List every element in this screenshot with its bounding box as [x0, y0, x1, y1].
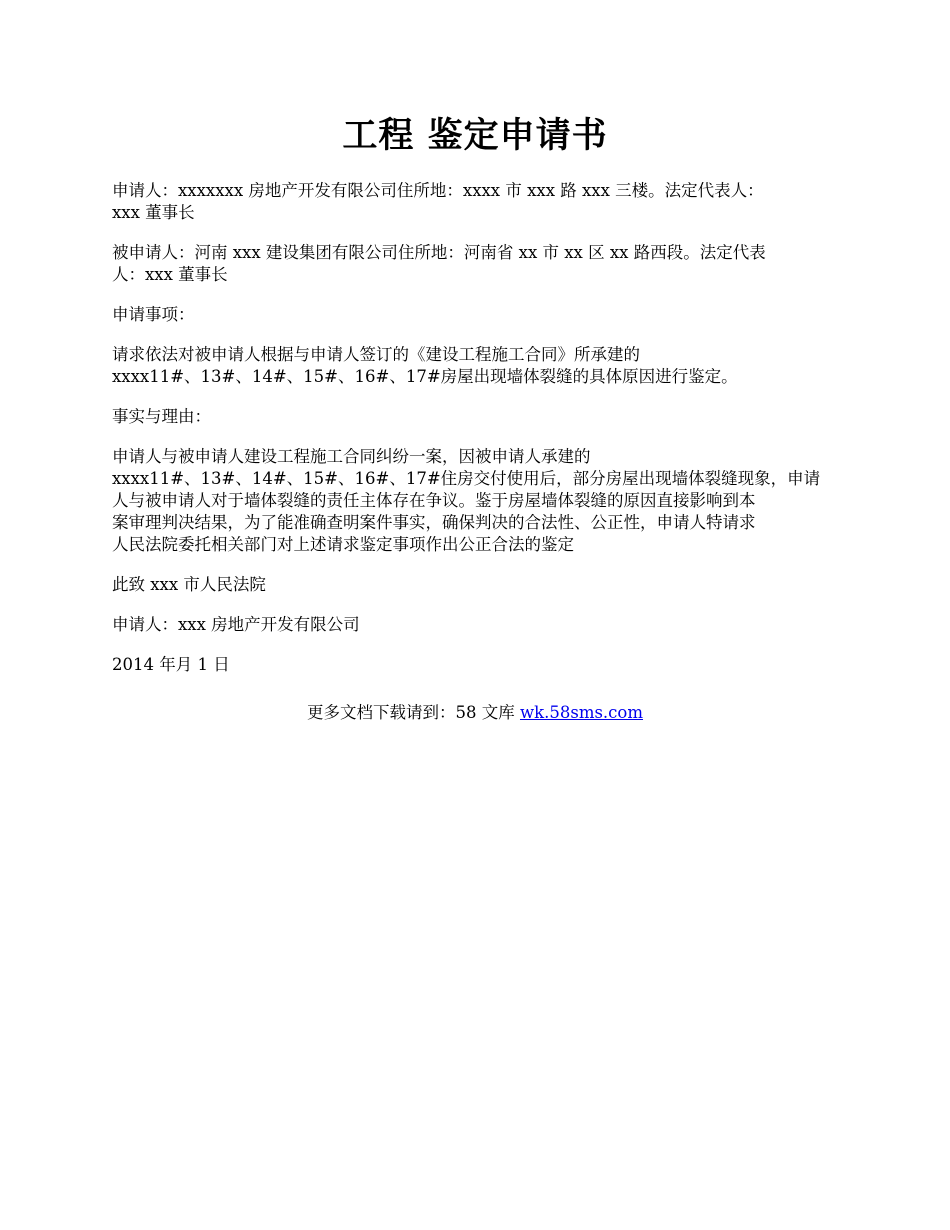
document-date: 2014 年月 1 日 — [112, 655, 230, 674]
facts-heading: 事实与理由： — [112, 407, 211, 426]
matters-line-2: xxxx11#、13#、14#、15#、16#、17#房屋出现墙体裂缝的具体原因进行鉴定。 — [112, 367, 738, 386]
applicant-line-1: 申请人：xxxxxxx 房地产开发有限公司住所地：xxxx 市 xxx 路 xxx 三楼。法定代表人： — [112, 181, 764, 200]
respondent-paragraph — [112, 242, 840, 286]
matters-heading: 申请事项： — [112, 305, 195, 324]
respondent-line-1: 被申请人：河南 xxx 建设集团有限公司住所地：河南省 xx 市 xx 区 xx 路西段。法定代表 — [112, 243, 766, 262]
footer — [0, 702, 950, 724]
matters-line-1: 请求依法对被申请人根据与申请人签订的《建设工程施工合同》所承建的 — [112, 345, 640, 364]
facts-line-1: 申请人与被申请人建设工程施工合同纠纷一案，因被申请人承建的 — [112, 447, 591, 466]
signature: 申请人：xxx 房地产开发有限公司 — [112, 615, 360, 634]
document-body — [112, 180, 840, 694]
applicant-paragraph — [112, 180, 840, 224]
applicant-line-2: xxx 董事长 — [112, 203, 195, 222]
salutation: 此致 xxx 市人民法院 — [112, 575, 266, 594]
facts-paragraph — [112, 446, 840, 556]
document-title: 工程 鉴定申请书 — [342, 115, 608, 156]
matters-paragraph — [112, 344, 840, 388]
facts-line-2: xxxx11#、13#、14#、15#、16#、17#住房交付使用后，部分房屋出现墙体裂缝现象，申请 — [112, 469, 821, 488]
facts-line-4: 案审理判决结果，为了能准确查明案件事实，确保判决的合法性、公正性，申请人特请求 — [112, 513, 756, 532]
footer-link[interactable]: wk.58sms.com — [519, 703, 643, 722]
respondent-line-2: 人：xxx 董事长 — [112, 265, 228, 284]
footer-text: 更多文档下载请到：58 文库 — [306, 703, 520, 722]
facts-line-5: 人民法院委托相关部门对上述请求鉴定事项作出公正合法的鉴定 — [112, 535, 574, 554]
facts-line-3: 人与被申请人对于墙体裂缝的责任主体存在争议。鉴于房屋墙体裂缝的原因直接影响到本 — [112, 491, 756, 510]
